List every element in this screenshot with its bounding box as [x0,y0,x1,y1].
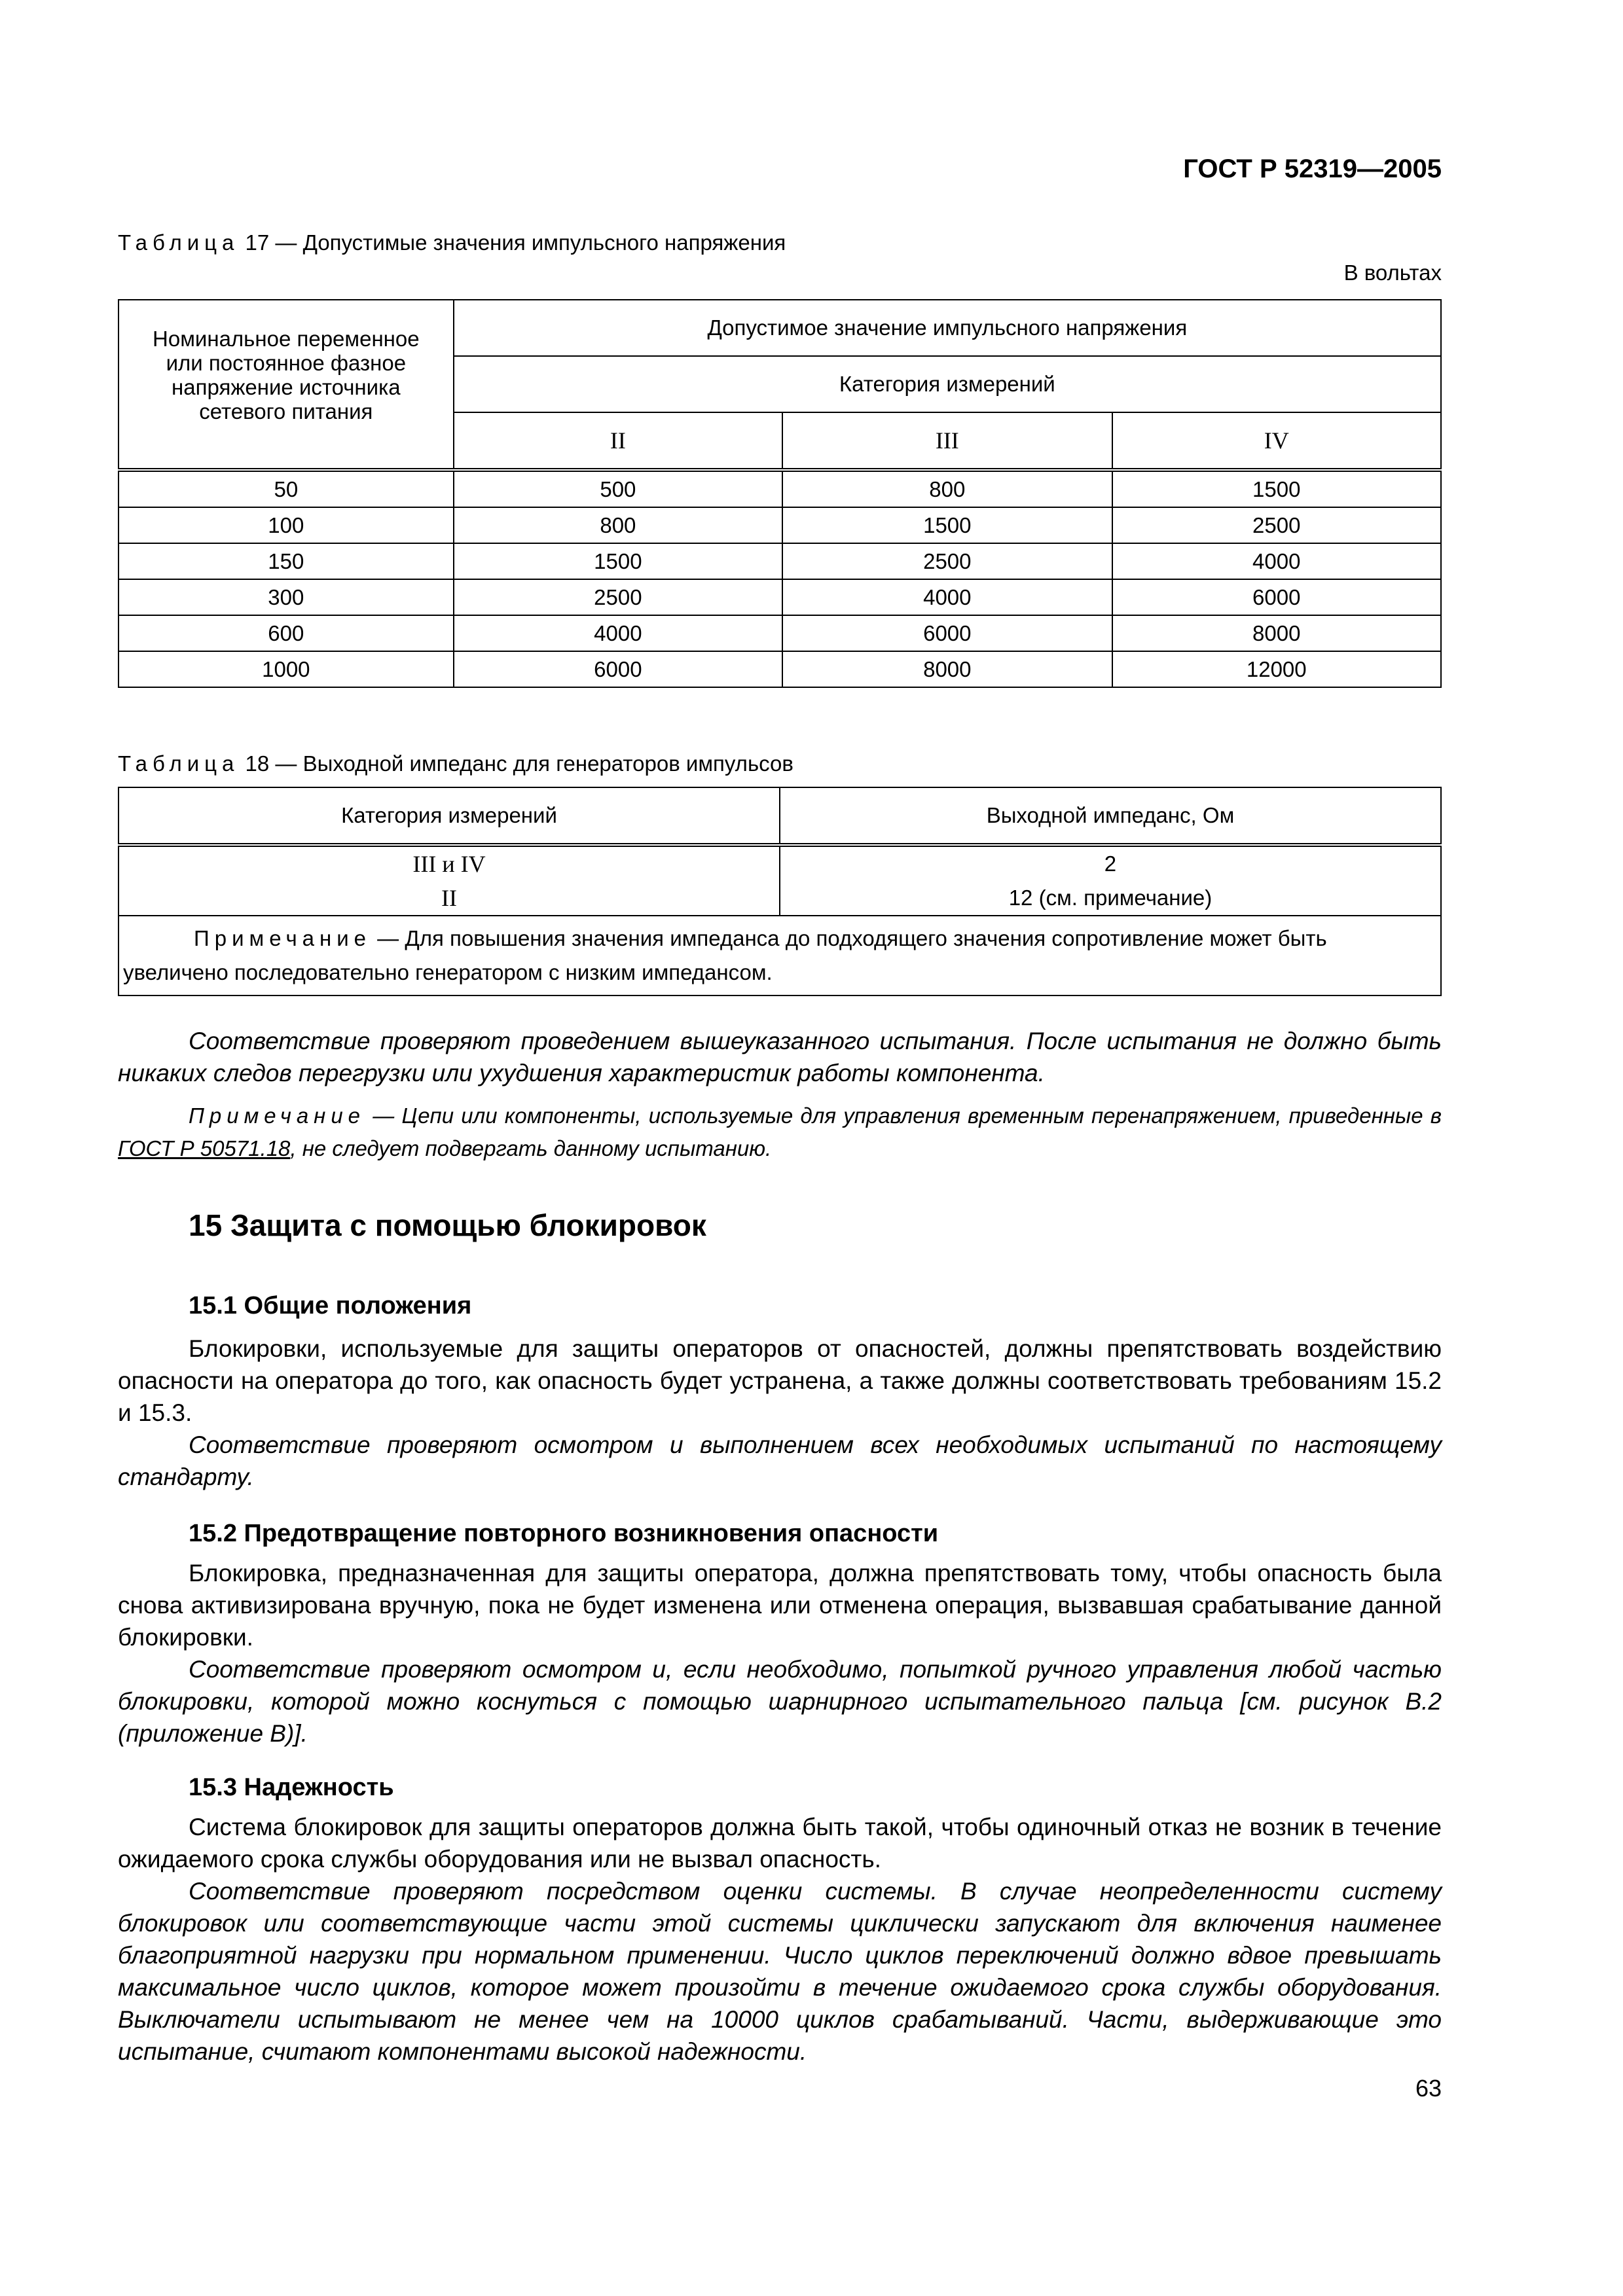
table-row [119,507,1441,543]
table-cell: 2500 [454,579,782,615]
table-cell: 6000 [1112,579,1441,615]
table-row [119,651,1441,687]
section-15-1-compliance: Соответствие проверяют осмотром и выполнением всех необходимых испытаний по настоящему стандарту. [118,1431,1442,1490]
section-15-1-text: Блокировки, используемые для защиты операторов от опасностей, должны препятствовать воздействию опасности на оператора до того, как опасность будет устранена, а также должны соответствовать требованиям 15.2 и 15.3. [118,1335,1442,1426]
table18-col-impedance: Выходной импеданс, Ом [780,787,1441,845]
table-row [119,470,1441,507]
table18-caption: Таблица 18 — Выходной импеданс для генераторов импульсов [118,751,793,776]
table-cell [780,845,1441,916]
table-cell: 4000 [454,615,782,651]
category-value: II [441,885,457,911]
table-cell: 600 [119,615,454,651]
impedance-value: 2 [1104,852,1117,876]
document-id-header: ГОСТ Р 52319—2005 [1183,154,1442,183]
table17-units: В вольтах [1343,260,1442,285]
table17-impulse-voltage [118,299,1442,688]
table17-cat-ii: II [454,412,782,470]
table-row [119,543,1441,579]
section-15-heading: 15 Защита с помощью блокировок [189,1208,706,1242]
table-row [119,615,1441,651]
table-cell: 150 [119,543,454,579]
table-cell: 12000 [1112,651,1441,687]
section-15-3-compliance: Соответствие проверяют посредством оценки системы. В случае неопределенности систему блокировок или соответствующие части этой системы циклически запускают для включения наименее благоприятной нагрузки при нормальном применении. Число циклов переключений должно вдвое превышать максимальное число циклов, которое может произойти в течение ожидаемого срока службы оборудования. Выключатели испытывают не менее чем на 10000 циклов срабатываний. Части, выдерживающие это испытание, считают компонентами высокой надежности. [118,1878,1442,2065]
table-cell: 8000 [782,651,1112,687]
table-cell: 6000 [782,615,1112,651]
note-paragraph: Примечание — Цепи или компоненты, используемые для управления временным перенапряжением, приведенные в ГОСТ Р 50571.18, не следует подвергать данному испытанию. [118,1103,1442,1160]
category-value: III и IV [412,851,486,877]
table-cell: 300 [119,579,454,615]
table-cell: 1500 [782,507,1112,543]
section-15-2-heading: 15.2 Предотвращение повторного возникновения опасности [189,1520,939,1547]
table-cell: 50 [119,470,454,507]
section-15-2-text: Блокировка, предназначенная для защиты оператора, должна препятствовать тому, чтобы опасность была снова активизирована вручную, пока не будет изменена или отменена операция, вызвавшая срабатывание данной блокировки. [118,1560,1442,1651]
table18-col-category: Категория измерений [119,787,780,845]
table-cell: 8000 [1112,615,1441,651]
table-cell: 1500 [454,543,782,579]
impedance-value: 12 (см. примечание) [1008,886,1213,910]
table17-cat-iv: IV [1112,412,1441,470]
table-cell: 100 [119,507,454,543]
section-15-3-text: Система блокировок для защиты операторов должна быть такой, чтобы одиночный отказ не возник в течение ожидаемого срока службы оборудования или не вызвал опасность. [118,1814,1442,1873]
table17-subgroup-header: Категория измерений [454,356,1441,412]
section-15-3-heading: 15.3 Надежность [189,1774,394,1801]
table18-note: Примечание — Для повышения значения импеданса до подходящего значения сопротивление может быть увеличено последовательно генератором с низким импедансом. [119,916,1441,996]
table-cell: 4000 [782,579,1112,615]
table17-caption: Таблица 17 — Допустимые значения импульсного напряжения [118,230,786,255]
table-cell: 500 [454,470,782,507]
table-cell: 2500 [1112,507,1441,543]
table18-output-impedance [118,787,1442,996]
table17-col-voltage-header: Номинальное переменное или постоянное фазное напряжение источника сетевого питания [119,300,454,470]
table17-cat-iii: III [782,412,1112,470]
table18-note-row [119,916,1441,996]
page-number: 63 [1415,2075,1442,2102]
table-row [119,579,1441,615]
table-cell: 800 [454,507,782,543]
section-15-2-compliance: Соответствие проверяют осмотром и, если необходимо, попыткой ручного управления любой частью блокировки, которой можно коснуться с помощью шарнирного испытательного пальца [см. рисунок В.2 (приложение В)]. [118,1656,1442,1747]
table-cell: 1500 [1112,470,1441,507]
compliance-paragraph: Соответствие проверяют проведением вышеуказанного испытания. После испытания не должно быть никаких следов перегрузки или ухудшения характеристик работы компонента. [118,1028,1442,1086]
gost-link[interactable]: ГОСТ Р 50571.18 [118,1136,291,1160]
table-row [119,845,1441,916]
table-cell: 800 [782,470,1112,507]
table-cell: 4000 [1112,543,1441,579]
table-cell: 6000 [454,651,782,687]
table-cell: 1000 [119,651,454,687]
table-cell: 2500 [782,543,1112,579]
table17-group-header: Допустимое значение импульсного напряжения [454,300,1441,356]
section-15-1-heading: 15.1 Общие положения [189,1292,472,1319]
table-cell [119,845,780,916]
